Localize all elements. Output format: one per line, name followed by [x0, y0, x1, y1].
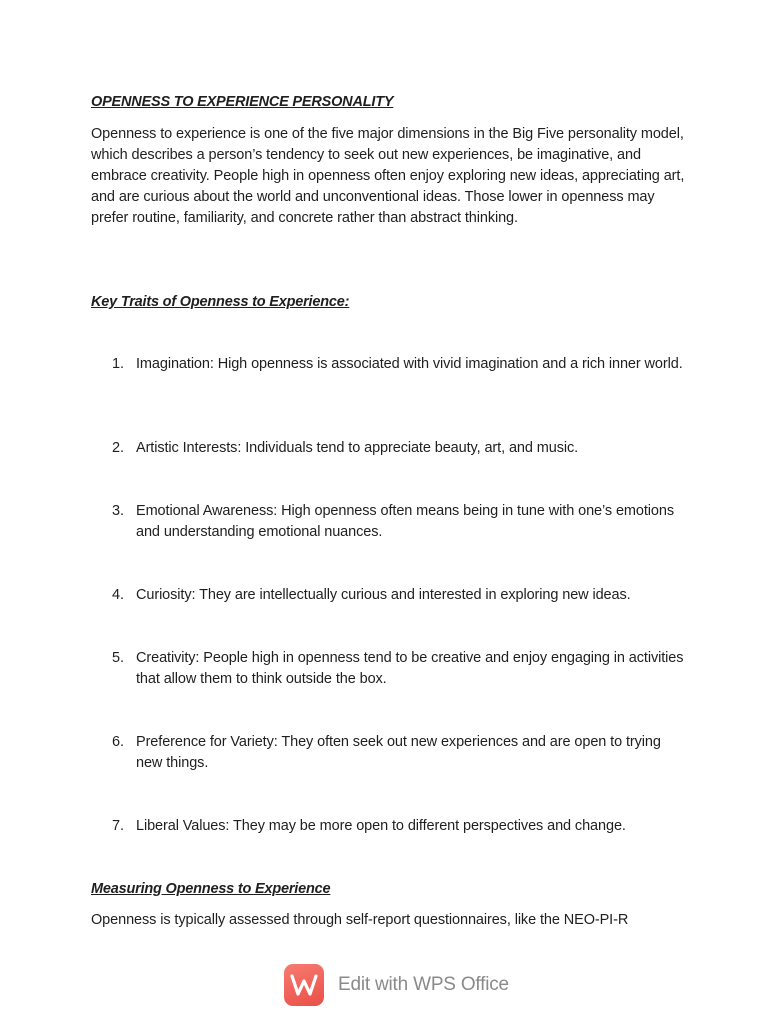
- list-item: [112, 354, 687, 375]
- list-item-text: Creativity: People high in openness tend to be creative and enjoy engaging in activities that allow them to think outside the box.: [136, 650, 684, 687]
- list-item: [112, 438, 687, 459]
- list-item-text: Emotional Awareness: High openness often means being in tune with one’s emotions and understanding emotional nuances.: [136, 503, 674, 540]
- list-item-number: 4.: [112, 587, 124, 603]
- list-item: [112, 501, 687, 543]
- list-item-number: 6.: [112, 734, 124, 750]
- list-item: [112, 816, 687, 837]
- list-item-number: 3.: [112, 503, 124, 519]
- list-item: [112, 585, 687, 606]
- intro-paragraph: Openness to experience is one of the five major dimensions in the Big Five personality model, which describes a person’s tendency to seek out new experiences, be imaginative, and embrace creativity. People high in openness often enjoy exploring new ideas, appreciating art, and are curious about the world and unconventional ideas. Those lower in openness may prefer routine, familiarity, and concrete rather than abstract thinking.: [91, 126, 685, 226]
- list-item-text: Liberal Values: They may be more open to different perspectives and change.: [136, 818, 626, 834]
- list-item-text: Preference for Variety: They often seek out new experiences and are open to trying new things.: [136, 734, 661, 771]
- measure-paragraph: Openness is typically assessed through self-report questionnaires, like the NEO-PI-R: [91, 912, 629, 928]
- traits-heading: Key Traits of Openness to Experience:: [91, 294, 350, 310]
- list-item: [112, 648, 687, 690]
- list-item-number: 2.: [112, 440, 124, 456]
- list-item-number: 1.: [112, 356, 124, 372]
- measure-heading: Measuring Openness to Experience: [91, 881, 331, 897]
- list-item-text: Artistic Interests: Individuals tend to appreciate beauty, art, and music.: [136, 440, 579, 456]
- list-item-text: Curiosity: They are intellectually curious and interested in exploring new ideas.: [136, 587, 631, 603]
- list-item-number: 5.: [112, 650, 124, 666]
- list-item-number: 7.: [112, 818, 124, 834]
- wps-edit-label[interactable]: Edit with WPS Office: [338, 974, 509, 995]
- document-title: OPENNESS TO EXPERIENCE PERSONALITY: [91, 94, 394, 110]
- wps-logo-icon: [284, 964, 324, 1006]
- list-item: [112, 732, 687, 774]
- list-item-text: Imagination: High openness is associated with vivid imagination and a rich inner world.: [136, 356, 683, 372]
- wps-edit-badge[interactable]: [284, 964, 509, 1006]
